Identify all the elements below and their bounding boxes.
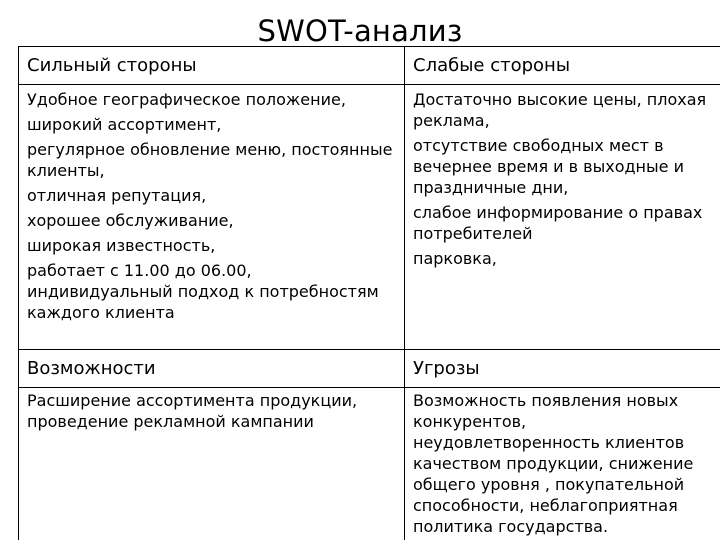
table-row <box>19 85 720 350</box>
opportunities-cell <box>19 388 405 540</box>
strength-item: регулярное обновление меню, постоянные клиенты, <box>27 140 393 180</box>
weakness-item: отсутствие свободных мест в вечернее время и в выходные и праздничные дни, <box>413 136 684 197</box>
threats-heading: Угрозы <box>405 350 720 388</box>
strengths-heading: Сильный стороны <box>19 47 405 85</box>
table-row <box>19 47 720 85</box>
strength-item: отличная репутация, <box>27 186 207 205</box>
threat-item: Возможность появления новых конкурентов, неудовлетворенность клиентов качеством продукции, снижение общего уровня , покупательной способности, неблагоприятная политика государства. <box>413 391 694 536</box>
weakness-item: Достаточно высокие цены, плохая реклама, <box>413 90 707 130</box>
threats-cell <box>405 388 720 540</box>
table-row <box>19 350 720 388</box>
strength-item: широкий ассортимент, <box>27 115 222 134</box>
strength-item: широкая известность, <box>27 236 216 255</box>
strengths-cell <box>19 85 405 350</box>
weaknesses-cell <box>405 85 720 350</box>
weakness-item: слабое информирование о правах потребителей <box>413 203 703 243</box>
swot-table <box>18 46 720 540</box>
strength-item: Удобное географическое положение, <box>27 90 346 109</box>
opportunity-item: Расширение ассортимента продукции, проведение рекламной кампании <box>27 391 358 431</box>
opportunities-heading: Возможности <box>19 350 405 388</box>
page-title: SWOT-анализ <box>257 14 463 48</box>
weaknesses-heading: Слабые стороны <box>405 47 720 85</box>
strength-item: хорошее обслуживание, <box>27 211 234 230</box>
strength-item: работает с 11.00 до 06.00, индивидуальный подход к потребностям каждого клиента <box>27 261 379 322</box>
table-row <box>19 388 720 540</box>
weakness-item: парковка, <box>413 249 497 268</box>
